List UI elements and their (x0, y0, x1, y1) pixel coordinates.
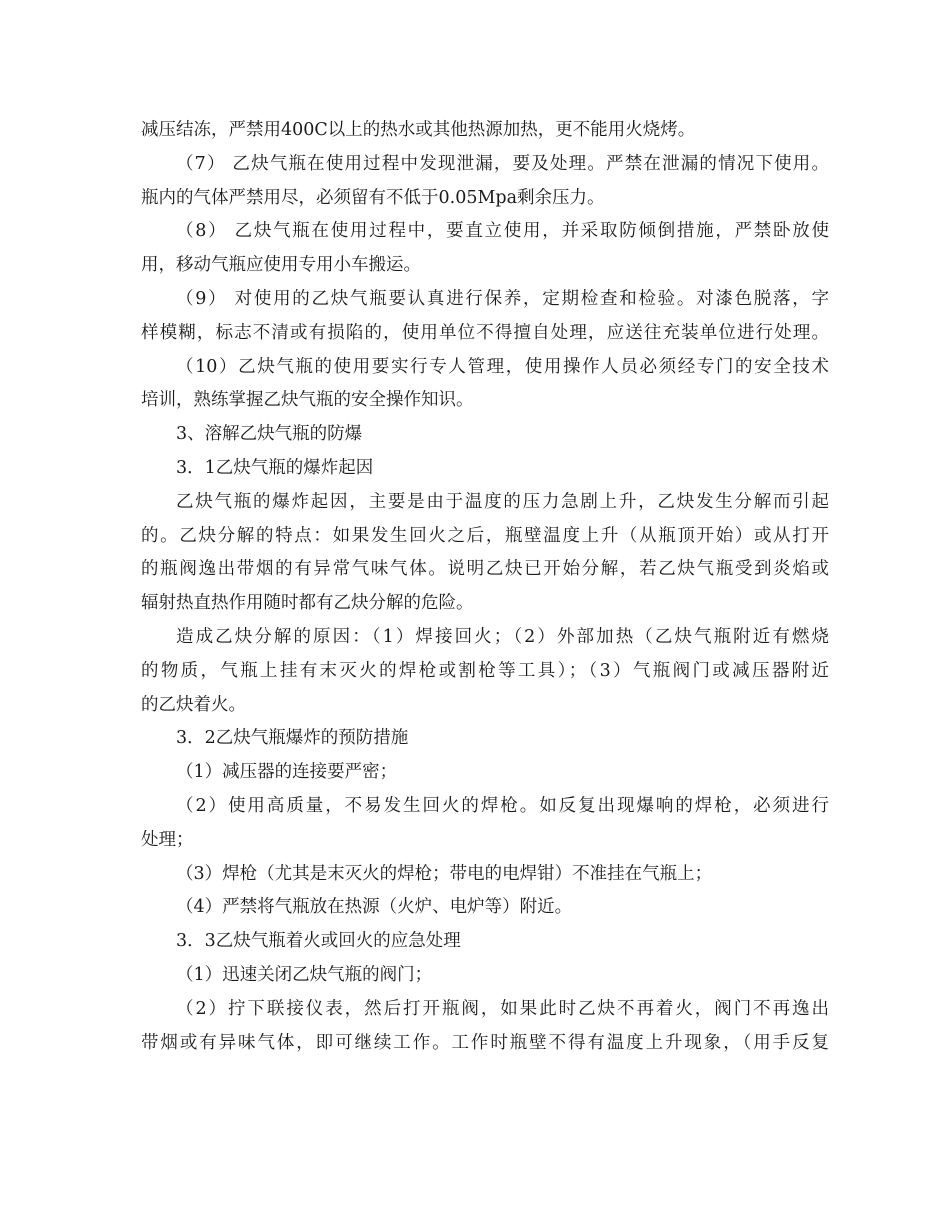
subsection-heading: 3．3乙炔气瓶着火或回火的应急处理 (176, 931, 461, 952)
text-line: （4）严禁将气瓶放在热源（火炉、电炉等）附近。 (176, 897, 573, 918)
text-line: 的乙炔着火。 (141, 694, 246, 715)
subsection-heading: 3．1乙炔气瓶的爆炸起因 (176, 457, 374, 478)
text-line: 造成乙炔分解的原因：（1）焊接回火；（2）外部加热（乙炔气瓶附近有燃烧 (176, 626, 829, 647)
text-line: （2）使用高质量，不易发生回火的焊枪。如反复出现爆响的焊枪，必须进行 (176, 795, 829, 816)
section-heading: 3、溶解乙炔气瓶的防爆 (176, 424, 363, 445)
text-line: （1）减压器的连接要严密； (176, 762, 398, 783)
subsection-heading: 3．2乙炔气瓶爆炸的预防措施 (176, 728, 409, 749)
text-line: 乙炔气瓶的爆炸起因，主要是由于温度的压力急剧上升，乙炔发生分解而引起 (176, 491, 829, 512)
text-line: （8） 乙炔气瓶在使用过程中，要直立使用，并采取防倾倒措施，严禁卧放使 (176, 221, 829, 242)
text-line: 的物质，气瓶上挂有末灭火的焊枪或割枪等工具）；（3）气瓶阀门或减压器附近 (141, 660, 829, 681)
text-line: 带烟或有异味气体，即可继续工作。工作时瓶壁不得有温度上升现象，（用手反复 (141, 1032, 829, 1053)
text-line: 样模糊，标志不清或有损陷的，使用单位不得擅自处理，应送往充装单位进行处理。 (141, 322, 829, 343)
text-line: 的瓶阀逸出带烟的有异常气味气体。说明乙炔已开始分解，若乙炔气瓶受到炎焰或 (141, 559, 829, 580)
text-line: 辐射热直热作用随时都有乙炔分解的危险。 (141, 593, 474, 614)
text-line: （9） 对使用的乙炔气瓶要认真进行保养，定期检查和检验。对漆色脱落，字 (176, 288, 829, 309)
document-body (141, 114, 829, 1060)
text-line: （1）迅速关闭乙炔气瓶的阀门； (176, 964, 433, 985)
text-line: （10）乙炔气瓶的使用要实行专人管理，使用操作人员必须经专门的安全技术 (176, 356, 829, 377)
text-line: 用，移动气瓶应使用专用小车搬运。 (141, 255, 421, 276)
text-line: 的。乙炔分解的特点：如果发生回火之后，瓶壁温度上升（从瓶顶开始）或从打开 (141, 525, 829, 546)
text-line: （2）拧下联接仪表，然后打开瓶阀，如果此时乙炔不再着火，阀门不再逸出 (176, 998, 829, 1019)
text-line: 减压结冻，严禁用400C以上的热水或其他热源加热，更不能用火烧烤。 (141, 120, 696, 140)
text-line: （3）焊枪（尤其是末灭火的焊枪；带电的电焊钳）不准挂在气瓶上； (176, 863, 713, 884)
text-line: （7） 乙炔气瓶在使用过程中发现泄漏，要及处理。严禁在泄漏的情况下使用。 (176, 153, 829, 174)
text-line: 瓶内的气体严禁用尽，必须留有不低于0.05Mpa剩余压力。 (141, 187, 605, 208)
text-line: 培训，熟练掌握乙炔气瓶的安全操作知识。 (141, 390, 474, 411)
text-line: 处理； (141, 829, 194, 850)
